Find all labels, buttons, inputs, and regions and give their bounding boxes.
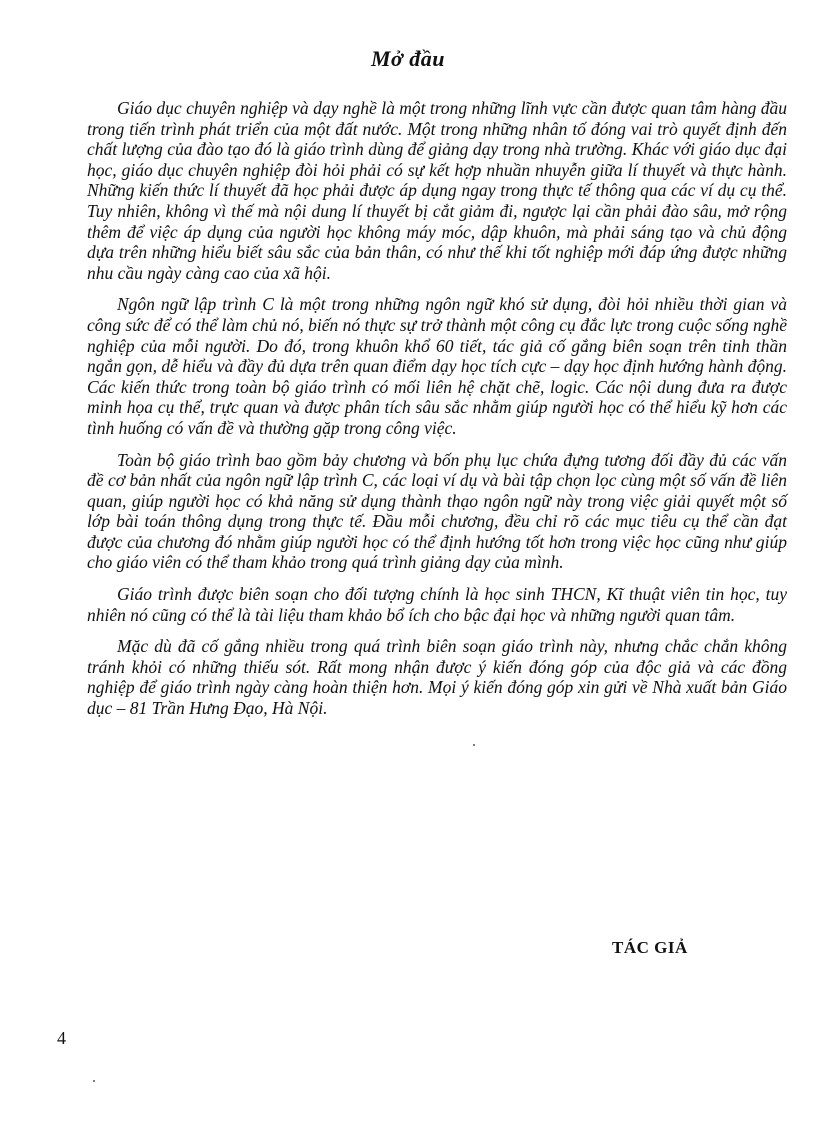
paragraph-4: Giáo trình được biên soạn cho đối tượng chính là học sinh THCN, Kĩ thuật viên tin học, tuy nhiên nó cũng có thể là tài liệu tham khảo bổ ích cho bậc đại học và những người quan tâm. (87, 584, 787, 625)
paragraph-5: Mặc dù đã cố gắng nhiều trong quá trình biên soạn giáo trình này, nhưng chắc chắn không tránh khỏi có những thiếu sót. Rất mong nhận được ý kiến đóng góp của độc giả và các đồng nghiệp để giáo trình ngày càng hoàn thiện hơn. Mọi ý kiến đóng góp xin gửi về Nhà xuất bản Giáo dục – 81 Trần Hưng Đạo, Hà Nội. (87, 636, 787, 719)
scan-speck (473, 744, 475, 746)
page-title: Mở đầu (370, 46, 446, 71)
author-signature: TÁC GIẢ (612, 938, 688, 957)
scan-speck (93, 1080, 95, 1082)
page-number: 4 (57, 1028, 66, 1048)
paragraph-2: Ngôn ngữ lập trình C là một trong những ngôn ngữ khó sử dụng, đòi hỏi nhiều thời gian và công sức để có thể làm chủ nó, biến nó thực sự trở thành một công cụ đắc lực trong cuộc sống nghề nghiệp của mỗi người. Do đó, trong khuôn khổ 60 tiết, tác giả cố gắng biên soạn trên tinh thần ngắn gọn, dễ hiểu và đầy đủ dựa trên quan điểm dạy học tích cực – dạy học định hướng hành động. Các kiến thức trong toàn bộ giáo trình có mối liên hệ chặt chẽ, logic. Các nội dung đưa ra được minh họa cụ thể, trực quan và được phân tích sâu sắc nhằm giúp người học có thể hiểu kỹ hơn các tình huống có vấn đề và thường gặp trong công việc. (87, 294, 787, 438)
body-text (87, 98, 787, 730)
paragraph-1: Giáo dục chuyên nghiệp và dạy nghề là một trong những lĩnh vực cần được quan tâm hàng đầu trong tiến trình phát triển của một đất nước. Một trong những nhân tố đóng vai trò quyết định đến chất lượng của đào tạo đó là giáo trình dùng để giảng dạy trong nhà trường. Khác với giáo dục đại học, giáo dục chuyên nghiệp đòi hỏi phải có sự kết hợp nhuần nhuyễn giữa lí thuyết và thực hành. Những kiến thức lí thuyết đã học phải được áp dụng ngay trong thực tế thông qua các ví dụ cụ thể. Tuy nhiên, không vì thế mà nội dung lí thuyết bị cắt giảm đi, ngược lại cần phải đào sâu, mở rộng thêm để việc áp dụng của người học không máy móc, dập khuôn, mà phải sáng tạo và chủ động dựa trên những hiểu biết sâu sắc của bản thân, có như thế khi tốt nghiệp mới đáp ứng được những nhu cầu ngày càng cao của xã hội. (87, 98, 787, 283)
paragraph-3: Toàn bộ giáo trình bao gồm bảy chương và bốn phụ lục chứa đựng tương đối đầy đủ các vấn đề cơ bản nhất của ngôn ngữ lập trình C, các loại ví dụ và bài tập chọn lọc cùng một số vấn đề liên quan, giúp người học có khả năng sử dụng thành thạo ngôn ngữ này trong việc giải quyết một số lớp bài toán thông dụng trong thực tế. Đầu mỗi chương, đều chỉ rõ các mục tiêu cụ thể cần đạt được của chương đó nhằm giúp người học có thể định hướng tốt hơn trong việc học cũng như giúp cho giáo viên có thể tham khảo trong quá trình giảng dạy của mình. (87, 449, 787, 573)
